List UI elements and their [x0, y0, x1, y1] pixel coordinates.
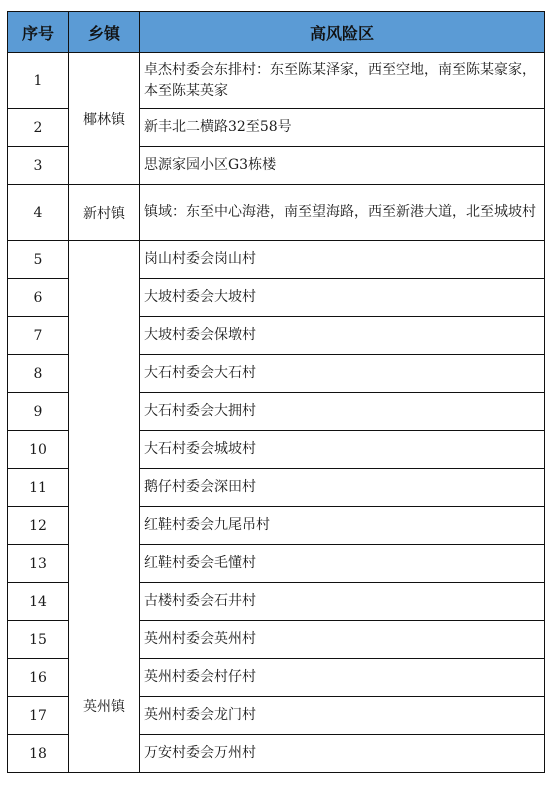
row-no: 4 [8, 185, 69, 241]
area-cell: 岗山村委会岗山村 [140, 241, 545, 279]
area-cell: 思源家园小区G3栋楼 [140, 147, 545, 185]
row-no: 12 [8, 507, 69, 545]
area-cell: 大石村委会大拥村 [140, 393, 545, 431]
area-cell: 大石村委会城坡村 [140, 431, 545, 469]
row-no: 15 [8, 621, 69, 659]
row-no: 8 [8, 355, 69, 393]
row-no: 14 [8, 583, 69, 621]
area-cell: 鹅仔村委会深田村 [140, 469, 545, 507]
area-cell: 红鞋村委会九尾吊村 [140, 507, 545, 545]
row-no: 9 [8, 393, 69, 431]
table-row [8, 241, 545, 279]
table-body [8, 53, 545, 773]
header-town: 乡镇 [69, 12, 140, 53]
row-no: 13 [8, 545, 69, 583]
area-cell: 英州村委会英州村 [140, 621, 545, 659]
row-no: 10 [8, 431, 69, 469]
row-no: 18 [8, 735, 69, 773]
table-header [8, 12, 545, 53]
town-cell: 椰林镇 [69, 53, 140, 185]
area-cell: 万安村委会万州村 [140, 735, 545, 773]
row-no: 5 [8, 241, 69, 279]
area-cell: 卓杰村委会东排村：东至陈某泽家，西至空地，南至陈某豪家，本至陈某英家 [140, 53, 545, 109]
area-cell: 大坡村委会保墩村 [140, 317, 545, 355]
area-cell: 古楼村委会石井村 [140, 583, 545, 621]
row-no: 16 [8, 659, 69, 697]
area-cell: 红鞋村委会毛懂村 [140, 545, 545, 583]
town-cell: 英州镇 [69, 241, 140, 773]
area-cell: 英州村委会村仔村 [140, 659, 545, 697]
row-no: 3 [8, 147, 69, 185]
area-cell: 英州村委会龙门村 [140, 697, 545, 735]
table-row [8, 185, 545, 241]
row-no: 17 [8, 697, 69, 735]
row-no: 11 [8, 469, 69, 507]
area-cell: 镇域：东至中心海港，南至望海路，西至新港大道，北至城坡村 [140, 185, 545, 241]
high-risk-area-table [7, 11, 545, 773]
area-cell: 大石村委会大石村 [140, 355, 545, 393]
row-no: 7 [8, 317, 69, 355]
table-row [8, 53, 545, 109]
row-no: 1 [8, 53, 69, 109]
town-cell: 新村镇 [69, 185, 140, 241]
area-cell: 新丰北二横路32至58号 [140, 109, 545, 147]
header-no: 序号 [8, 12, 69, 53]
area-cell: 大坡村委会大坡村 [140, 279, 545, 317]
header-area: 高风险区 [140, 12, 545, 53]
row-no: 2 [8, 109, 69, 147]
header-row [8, 12, 545, 53]
row-no: 6 [8, 279, 69, 317]
